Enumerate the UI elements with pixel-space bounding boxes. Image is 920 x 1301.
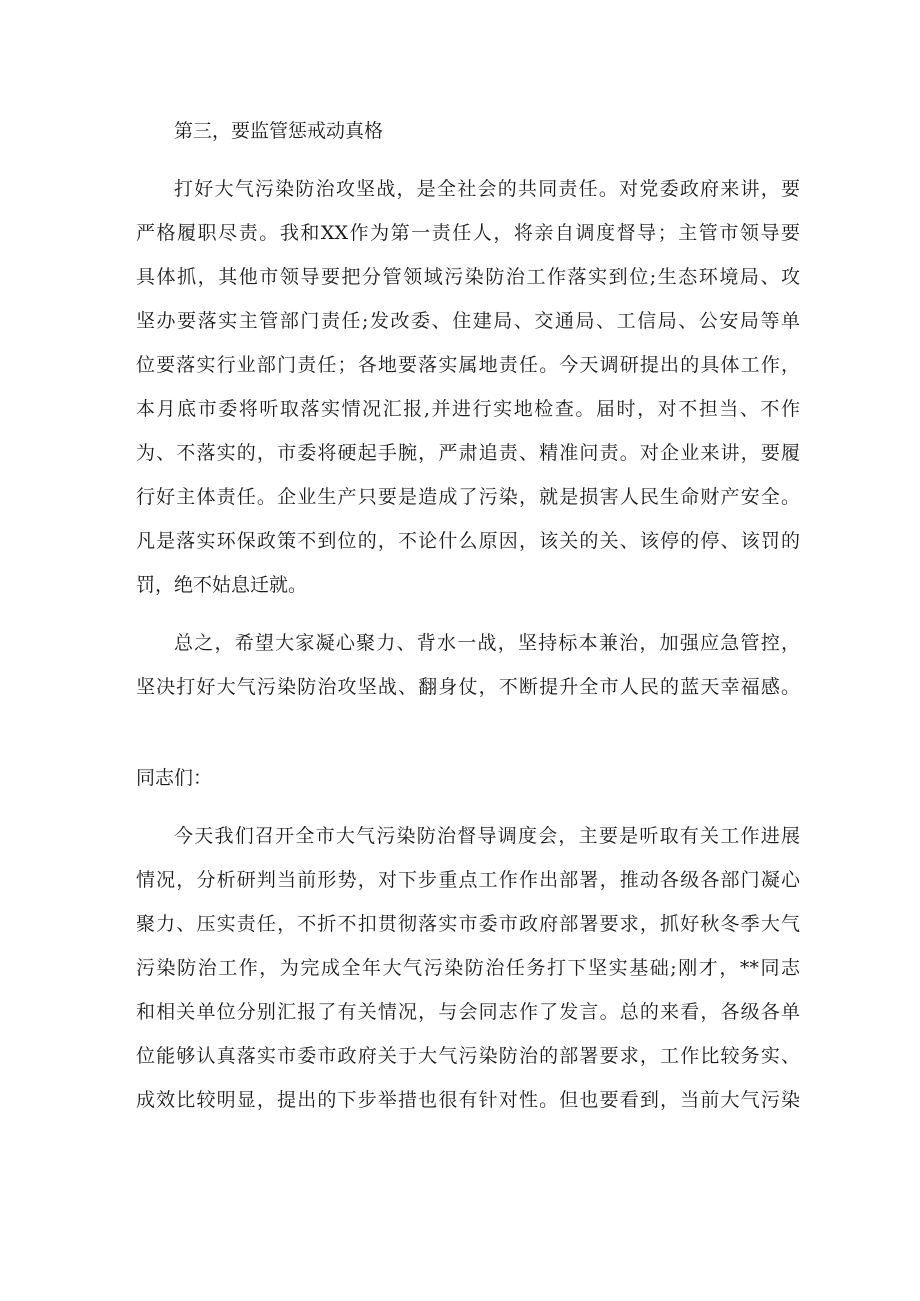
paragraph-line: 严格履职尽责。我和XX作为第一责任人，将亲自调度督导；主管市领导要 xyxy=(136,222,800,244)
paragraph-line: 坚决打好大气污染防治攻坚战、翻身仗，不断提升全市人民的蓝天幸福感。 xyxy=(136,676,800,698)
paragraph-line: 位要落实行业部门责任；各地要落实属地责任。今天调研提出的具体工作， xyxy=(136,354,800,376)
salutation: 同志们： xyxy=(136,767,213,789)
paragraph-line: 今天我们召开全市大气污染防治督导调度会，主要是听取有关工作进展 xyxy=(174,825,800,847)
paragraph-line: 罚，绝不姑息迁就。 xyxy=(136,574,308,596)
paragraph-line: 情况，分析研判当前形势，对下步重点工作作出部署，推动各级各部门凝心 xyxy=(136,869,800,891)
paragraph-line: 污染防治工作，为完成全年大气污染防治任务打下坚实基础;刚才，**同志 xyxy=(136,957,800,979)
paragraph-line: 总之，希望大家凝心聚力、背水一战，坚持标本兼治，加强应急管控， xyxy=(174,632,800,654)
paragraph-line: 聚力、压实责任，不折不扣贯彻落实市委市政府部署要求，抓好秋冬季大气 xyxy=(136,913,800,935)
section-heading: 第三，要监管惩戒动真格 xyxy=(174,120,384,142)
paragraph-line: 本月底市委将听取落实情况汇报,并进行实地检查。届时，对不担当、不作 xyxy=(136,398,800,420)
paragraph-line: 凡是落实环保政策不到位的，不论什么原因，该关的关、该停的停、该罚的 xyxy=(136,530,800,552)
paragraph-line: 打好大气污染防治攻坚战，是全社会的共同责任。对党委政府来讲，要 xyxy=(174,178,800,200)
paragraph-line: 为、不落实的，市委将硬起手腕，严肃追责、精准问责。对企业来讲，要履 xyxy=(136,442,800,464)
paragraph-line: 具体抓，其他市领导要把分管领域污染防治工作落实到位;生态环境局、攻 xyxy=(136,266,800,288)
paragraph-line: 坚办要落实主管部门责任;发改委、住建局、交通局、工信局、公安局等单 xyxy=(136,310,800,332)
paragraph-line: 位能够认真落实市委市政府关于大气污染防治的部署要求，工作比较务实、 xyxy=(136,1045,800,1067)
paragraph-line: 成效比较明显，提出的下步举措也很有针对性。但也要看到，当前大气污染 xyxy=(136,1089,800,1111)
paragraph-line: 和相关单位分别汇报了有关情况，与会同志作了发言。总的来看，各级各单 xyxy=(136,1001,800,1023)
paragraph-line: 行好主体责任。企业生产只要是造成了污染，就是损害人民生命财产安全。 xyxy=(136,486,800,508)
